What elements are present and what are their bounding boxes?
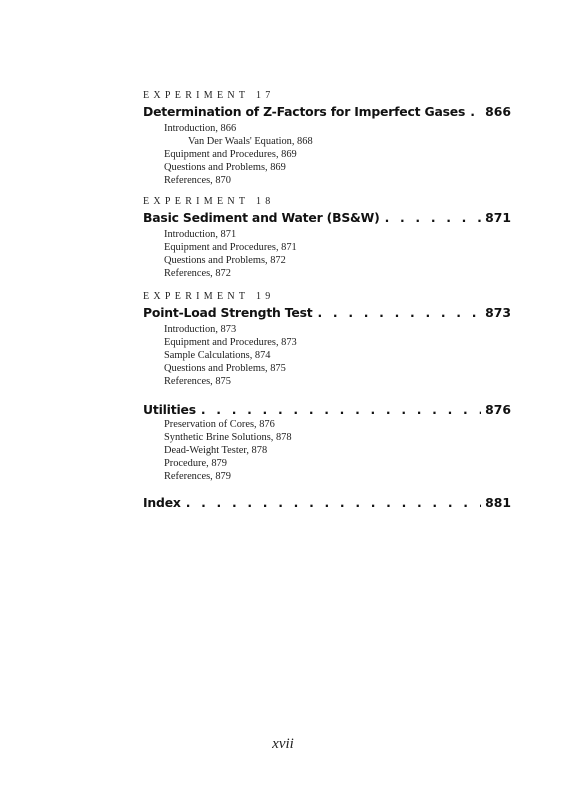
toc-entry[interactable]: Questions and Problems, 872 [164,255,286,266]
experiment-17-page: 866 [485,104,511,119]
experiment-19-label: EXPERIMENT 19 [143,291,275,302]
toc-entry[interactable]: Introduction, 873 [164,324,237,335]
utilities-page: 876 [485,402,511,417]
dot-leader [186,495,481,511]
toc-entry[interactable]: References, 879 [164,471,231,482]
toc-entry[interactable]: Equipment and Procedures, 871 [164,242,297,253]
dot-leader [201,402,481,418]
dot-leader [470,104,481,120]
toc-entry[interactable]: Procedure, 879 [164,458,227,469]
experiment-18-page: 871 [485,210,511,225]
index-title: Index [143,495,181,510]
page-folio: xvii [272,736,294,752]
experiment-18-label: EXPERIMENT 18 [143,196,275,207]
dot-leader [385,210,482,226]
toc-entry[interactable]: Sample Calculations, 874 [164,350,271,361]
experiment-19-page: 873 [485,305,511,320]
toc-entry[interactable]: Questions and Problems, 869 [164,162,286,173]
toc-entry[interactable]: Preservation of Cores, 876 [164,419,275,430]
experiment-18-heading[interactable] [143,210,511,226]
toc-entry[interactable]: Synthetic Brine Solutions, 878 [164,432,292,443]
toc-entry[interactable]: Van Der Waals' Equation, 868 [188,136,313,147]
experiment-17-heading[interactable] [143,104,511,120]
dot-leader [318,305,482,321]
experiment-17-label: EXPERIMENT 17 [143,90,275,101]
experiment-19-heading[interactable] [143,305,511,321]
index-heading[interactable] [143,495,511,511]
toc-entry[interactable]: Questions and Problems, 875 [164,363,286,374]
experiment-18-title: Basic Sediment and Water (BS&W) [143,210,380,225]
toc-entry[interactable]: References, 875 [164,376,231,387]
utilities-heading[interactable] [143,402,511,418]
experiment-17-title: Determination of Z-Factors for Imperfect Gases [143,104,466,119]
toc-entry[interactable]: References, 870 [164,175,231,186]
experiment-19-title: Point-Load Strength Test [143,305,313,320]
toc-entry[interactable]: Dead-Weight Tester, 878 [164,445,268,456]
index-page: 881 [485,495,511,510]
toc-entry[interactable]: Introduction, 866 [164,123,237,134]
utilities-title: Utilities [143,402,196,417]
toc-entry[interactable]: Equipment and Procedures, 869 [164,149,297,160]
toc-entry[interactable]: Equipment and Procedures, 873 [164,337,297,348]
toc-entry[interactable]: References, 872 [164,268,231,279]
toc-entry[interactable]: Introduction, 871 [164,229,237,240]
